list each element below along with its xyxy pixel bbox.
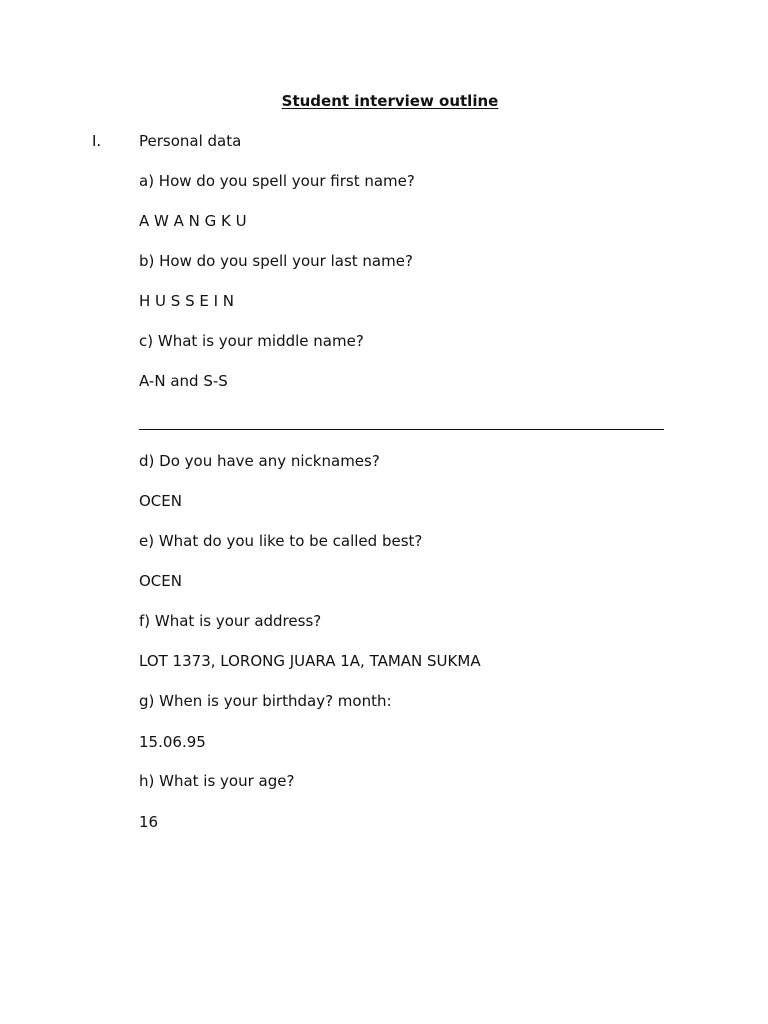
answer-last-name: H U S S E I N <box>139 292 235 310</box>
question-first-name: a) How do you spell your first name? <box>139 172 415 190</box>
section-number: I. <box>92 132 102 150</box>
question-age: h) What is your age? <box>139 772 295 790</box>
document-title: Student interview outline <box>281 92 499 110</box>
section-label: Personal data <box>139 132 242 150</box>
answer-address: LOT 1373, LORONG JUARA 1A, TAMAN SUKMA <box>139 652 481 670</box>
horizontal-rule <box>139 429 664 430</box>
question-middle-name: c) What is your middle name? <box>139 332 364 350</box>
question-last-name: b) How do you spell your last name? <box>139 252 413 270</box>
answer-preferred-name: OCEN <box>139 572 182 590</box>
answer-age: 16 <box>139 813 159 831</box>
answer-nicknames: OCEN <box>139 492 182 510</box>
answer-birthday: 15.06.95 <box>139 733 206 751</box>
answer-middle-name: A-N and S-S <box>139 372 228 390</box>
question-preferred-name: e) What do you like to be called best? <box>139 532 423 550</box>
question-address: f) What is your address? <box>139 612 322 630</box>
answer-first-name: A W A N G K U <box>139 212 247 230</box>
question-birthday: g) When is your birthday? month: <box>139 692 392 710</box>
question-nicknames: d) Do you have any nicknames? <box>139 452 380 470</box>
